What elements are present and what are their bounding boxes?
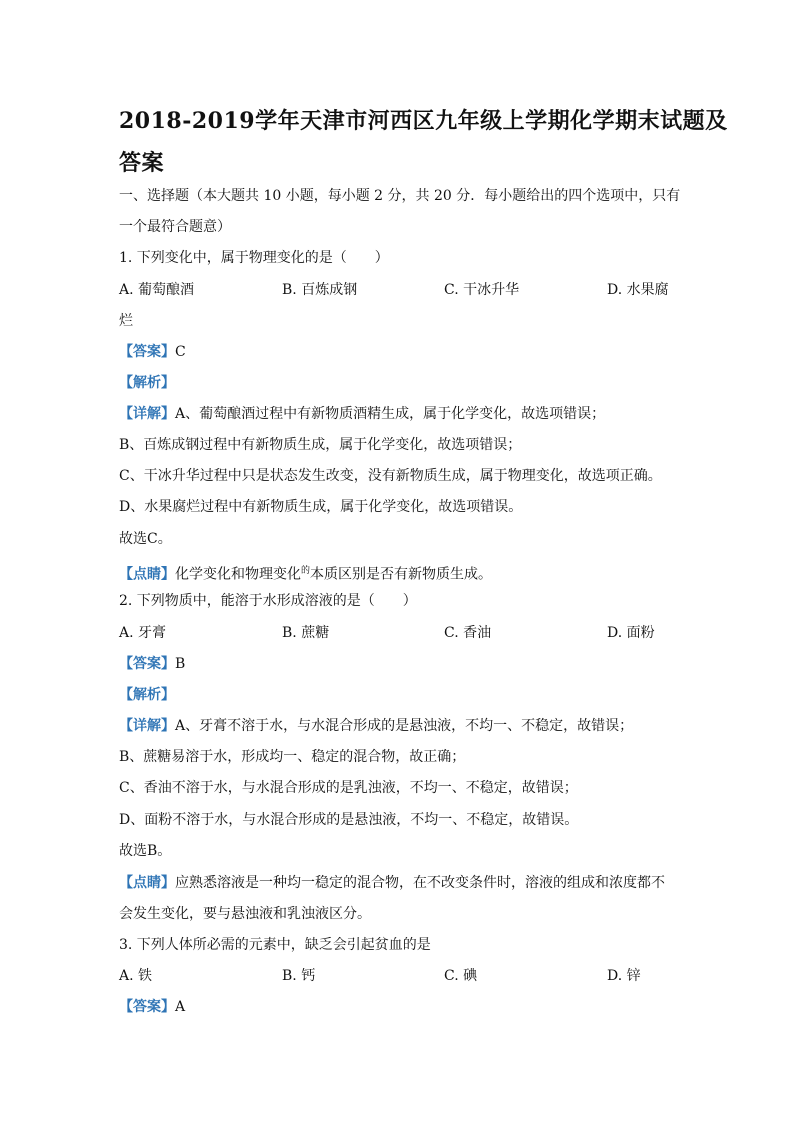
q1-option-d-cont: 烂: [119, 313, 133, 329]
q3-option-a: A. 铁: [119, 968, 153, 984]
doc-title-line2: 答案: [119, 150, 165, 176]
q2-analysis-row: [119, 686, 175, 704]
q2-option-c: C. 香油: [444, 625, 492, 641]
section-heading-line1: 一、选择题（本大题共 10 小题，每小题 2 分，共 20 分．每小题给出的四个选项中，只有: [119, 188, 681, 204]
q2-comment-line1: 应熟悉溶液是一种均一稳定的混合物，在不改变条件时，溶液的组成和浓度都不: [175, 875, 665, 891]
q3-option-d: D. 锌: [607, 968, 641, 984]
q1-comment-row: [119, 562, 492, 584]
q1-detail-a-row: [119, 405, 605, 423]
q2-stem: 2. 下列物质中，能溶于水形成溶液的是（ ）: [119, 593, 417, 609]
q1-detail-a: A、葡萄酿酒过程中有新物质酒精生成，属于化学变化，故选项错误；: [175, 406, 606, 422]
q2-choose: 故选B。: [119, 843, 172, 859]
q1-option-d: D. 水果腐: [607, 282, 669, 298]
detail-label: 【详解】: [119, 718, 175, 734]
q1-option-c: C. 干冰升华: [444, 282, 520, 298]
q1-option-b: B. 百炼成钢: [282, 282, 358, 298]
q3-option-c: C. 碘: [444, 968, 478, 984]
q2-answer-row: [119, 655, 185, 673]
q1-answer: C: [175, 344, 186, 360]
comment-label: 【点睛】: [119, 566, 175, 583]
q2-comment-row: [119, 874, 665, 892]
q3-answer: A: [175, 999, 186, 1015]
q2-option-b: B. 蔗糖: [282, 625, 330, 641]
q2-answer: B: [175, 656, 186, 672]
q1-comment-pre: 化学变化和物理变化: [175, 566, 301, 583]
q3-answer-row: [119, 998, 185, 1016]
q2-option-d: D. 面粉: [607, 625, 655, 641]
answer-label: 【答案】: [119, 344, 175, 360]
q2-comment-line2: 会发生变化，要与悬浊液和乳浊液区分。: [119, 906, 371, 922]
section-heading-line2: 一个最符合题意）: [119, 219, 231, 235]
q1-stem: 1. 下列变化中，属于物理变化的是（ ）: [119, 250, 389, 266]
q1-detail-c: C、干冰升华过程中只是状态发生改变，没有新物质生成，属于物理变化，故选项正确。: [119, 468, 662, 484]
q1-choose: 故选C。: [119, 531, 172, 547]
q2-detail-a: A、牙膏不溶于水，与水混合形成的是悬浊液，不均一、不稳定，故错误；: [175, 718, 634, 734]
analysis-label: 【解析】: [119, 375, 175, 391]
q3-option-b: B. 钙: [282, 968, 316, 984]
q1-analysis-row: [119, 374, 175, 392]
q1-comment-sup: 的: [301, 566, 311, 576]
q2-detail-c: C、香油不溶于水，与水混合形成的是乳浊液，不均一、不稳定，故错误；: [119, 780, 578, 796]
answer-label: 【答案】: [119, 999, 175, 1015]
doc-title-line1: 2018-2019学年天津市河西区九年级上学期化学期末试题及: [119, 108, 728, 134]
q1-answer-row: [119, 343, 186, 361]
q1-comment-post: 本质区别是否有新物质生成。: [310, 566, 493, 583]
q2-option-a: A. 牙膏: [119, 625, 167, 641]
q2-detail-a-row: [119, 717, 633, 735]
q1-detail-b: B、百炼成钢过程中有新物质生成，属于化学变化，故选项错误；: [119, 437, 522, 453]
q2-detail-b: B、蔗糖易溶于水，形成均一、稳定的混合物，故正确；: [119, 749, 466, 765]
q1-option-a: A. 葡萄酿酒: [119, 282, 195, 298]
answer-label: 【答案】: [119, 656, 175, 672]
analysis-label: 【解析】: [119, 687, 175, 703]
detail-label: 【详解】: [119, 406, 175, 422]
comment-label: 【点睛】: [119, 875, 175, 891]
q1-detail-d: D、水果腐烂过程中有新物质生成，属于化学变化，故选项错误。: [119, 499, 523, 515]
q3-stem: 3. 下列人体所必需的元素中，缺乏会引起贫血的是: [119, 937, 431, 953]
q2-detail-d: D、面粉不溶于水，与水混合形成的是悬浊液，不均一、不稳定，故错误。: [119, 812, 579, 828]
